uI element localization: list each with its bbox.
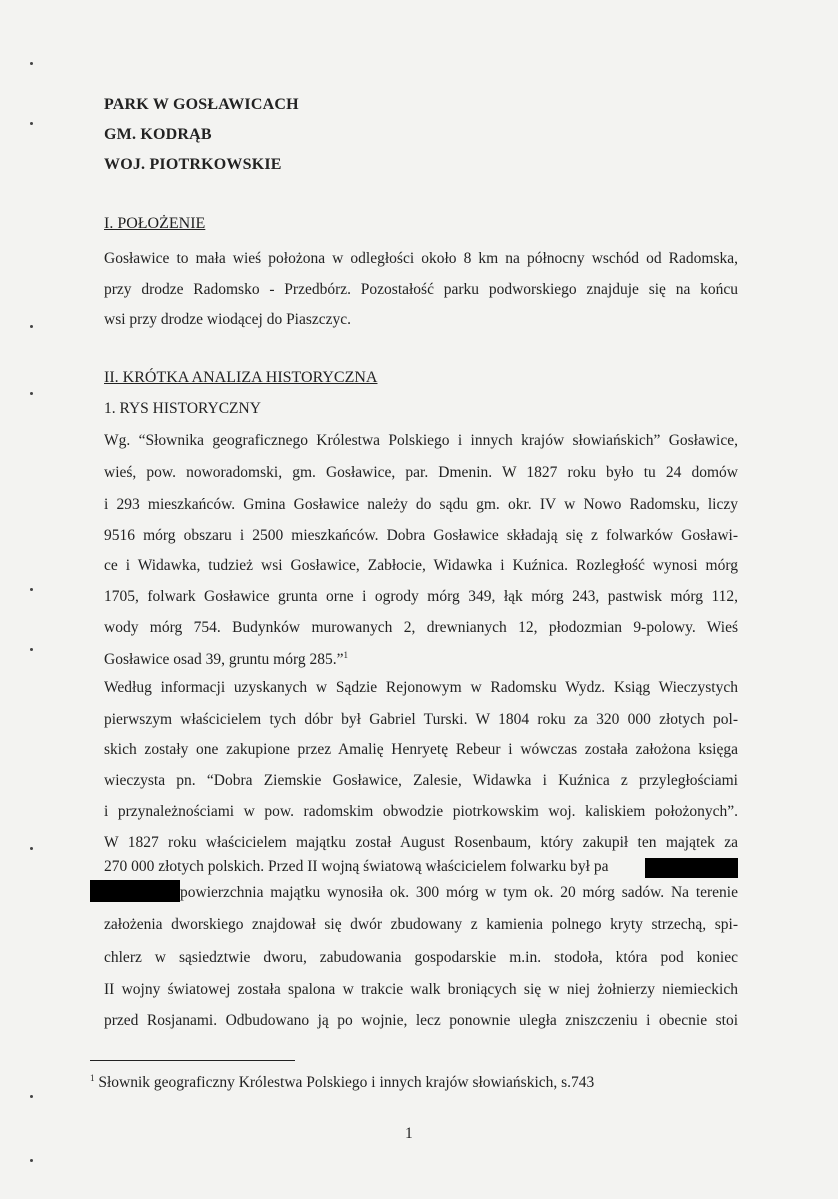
- footnote-number: 1: [90, 1073, 95, 1083]
- text-line: i przynależnościami w pow. radomskim obwodzie piotrkowskim woj. kaliskiem położonych”.: [104, 803, 738, 820]
- scan-dot: [30, 392, 33, 395]
- text-line: Wg. “Słownika geograficznego Królestwa Polskiego i innych krajów słowiańskich” Gosławice,: [104, 432, 738, 449]
- scan-dot: [30, 588, 33, 591]
- footnote: [90, 1073, 594, 1092]
- text-line: przy drodze Radomsko - Przedbórz. Pozostałość parku podworskiego znajduje się na końcu: [104, 281, 738, 298]
- text-line: założenia dworskiego znajdował się dwór zbudowany z kamienia polnego kryty strzechą, spi-: [104, 916, 738, 933]
- text-line: [104, 646, 738, 669]
- scan-dot: [30, 1159, 33, 1162]
- redaction-bar: [645, 858, 738, 878]
- text-line: wieczysta pn. “Dobra Ziemskie Gosławice, Zalesie, Widawka i Kuźnica z przyległościami: [104, 772, 738, 789]
- footnote-divider: [90, 1060, 295, 1061]
- header-voivodeship: WOJ. PIOTRKOWSKIE: [104, 156, 282, 173]
- text-line: wody mórg 754. Budynków murowanych 2, drewnianych 12, płodozmian 9-polowy. Wieś: [104, 619, 738, 636]
- scan-dot: [30, 62, 33, 65]
- text-line: ce i Widawka, tudzież wsi Gosławice, Zabłocie, Widawka i Kuźnica. Rozległość wynosi mórg: [104, 557, 738, 574]
- header-commune: GM. KODRĄB: [104, 126, 212, 143]
- redaction-bar: [90, 880, 180, 902]
- page-number: 1: [405, 1125, 413, 1142]
- subsection-title: 1. RYS HISTORYCZNY: [104, 400, 261, 417]
- text-line: wsi przy drodze wiodącej do Piaszczyc.: [104, 311, 352, 328]
- text-line: wieś, pow. noworadomski, gm. Gosławice, par. Dmenin. W 1827 roku było tu 24 domów: [104, 464, 738, 481]
- text-line: skich zostały one zakupione przez Amalię Henryetę Rebeur i wówczas została założona księga: [104, 741, 738, 758]
- section-title-history: II. KRÓTKA ANALIZA HISTORYCZNA: [104, 369, 378, 386]
- text-line: 9516 mórg obszaru i 2500 mieszkańców. Dobra Gosławice składają się z folwarków Gosławi-: [104, 527, 738, 544]
- text-line: Gosławice to mała wieś położona w odległości około 8 km na północny wschód od Radomska,: [104, 250, 738, 267]
- text-line: i 293 mieszkańców. Gmina Gosławice należy do sądu gm. okr. IV w Nowo Radomsku, liczy: [104, 496, 738, 513]
- scan-dot: [30, 122, 33, 125]
- text-line: 270 000 złotych polskich. Przed II wojną światową właścicielem folwarku był pa: [104, 858, 609, 875]
- text-line: II wojny światowej została spalona w trakcie walk broniących się w niej żołnierzy niemieckich: [104, 981, 738, 998]
- section-title-location: I. POŁOŻENIE: [104, 215, 206, 232]
- scan-dot: [30, 1095, 33, 1098]
- text-line: 1705, folwark Gosławice grunta orne i ogrody mórg 349, łąk mórg 243, pastwisk mórg 112,: [104, 588, 738, 605]
- scan-dot: [30, 847, 33, 850]
- text-line: powierzchnia majątku wynosiła ok. 300 mórg w tym ok. 20 mórg sadów. Na terenie: [180, 884, 738, 901]
- text-line: Według informacji uzyskanych w Sądzie Rejonowym w Radomsku Wydz. Ksiąg Wieczystych: [104, 679, 738, 696]
- scan-dot: [30, 648, 33, 651]
- text-line: chlerz w sąsiedztwie dworu, zabudowania gospodarskie m.in. stodoła, która pod koniec: [104, 949, 738, 966]
- text-line: przed Rosjanami. Odbudowano ją po wojnie, lecz ponownie uległa zniszczeniu i obecnie stoi: [104, 1012, 738, 1029]
- scan-dot: [30, 325, 33, 328]
- text-line: pierwszym właścicielem tych dóbr był Gabriel Turski. W 1804 roku za 320 000 złotych pol-: [104, 711, 738, 728]
- footnote-text: Słownik geograficzny Królestwa Polskiego i innych krajów słowiańskich, s.743: [98, 1074, 595, 1092]
- text-line-content: Gosławice osad 39, gruntu mórg 285.”: [104, 651, 344, 669]
- text-line: W 1827 roku właścicielem majątku został August Rosenbaum, który zakupił ten majątek za: [104, 834, 738, 851]
- footnote-reference: 1: [343, 650, 348, 660]
- header-title: PARK W GOSŁAWICACH: [104, 96, 299, 113]
